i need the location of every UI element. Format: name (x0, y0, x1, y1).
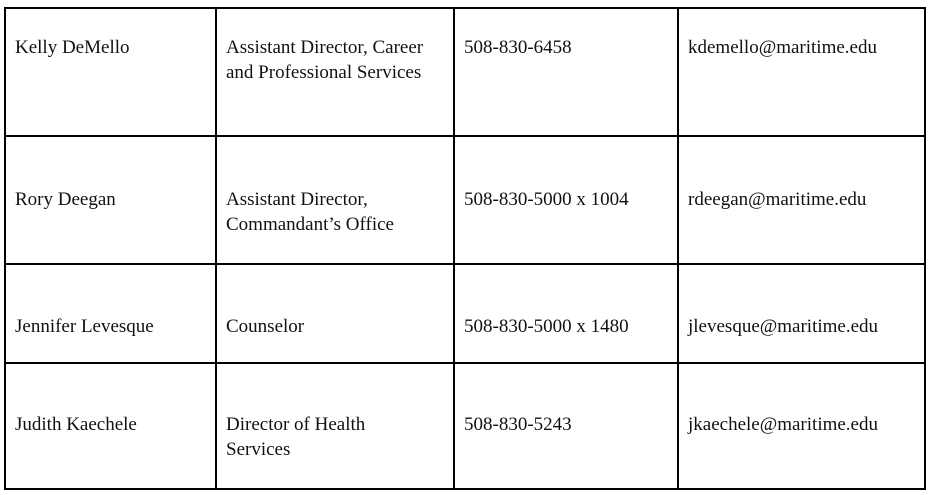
contact-name: Rory Deegan (15, 189, 116, 210)
contact-email: kdemello@maritime.edu (688, 37, 877, 58)
title-cell (216, 8, 454, 136)
contact-email: rdeegan@maritime.edu (688, 189, 867, 210)
name-cell (5, 363, 216, 489)
contact-title: Counselor (226, 316, 305, 337)
email-cell (678, 363, 925, 489)
name-cell (5, 8, 216, 136)
email-cell (678, 136, 925, 264)
email-cell (678, 8, 925, 136)
table-row (5, 136, 925, 264)
phone-cell (454, 136, 678, 264)
table-row (5, 264, 925, 363)
contact-email: jkaechele@maritime.edu (688, 414, 878, 435)
table-row (5, 363, 925, 489)
contact-phone: 508-830-5243 (464, 414, 572, 435)
contact-phone: 508-830-5000 x 1480 (464, 316, 629, 337)
contact-email: jlevesque@maritime.edu (688, 316, 879, 337)
contact-name: Judith Kaechele (15, 414, 137, 435)
phone-cell (454, 8, 678, 136)
title-cell (216, 264, 454, 363)
name-cell (5, 136, 216, 264)
contact-phone: 508-830-6458 (464, 37, 572, 58)
email-cell (678, 264, 925, 363)
title-cell (216, 363, 454, 489)
contact-title: Director of Health Services (226, 414, 366, 460)
contact-title: Assistant Director, Commandant’s Office (226, 189, 394, 235)
title-cell (216, 136, 454, 264)
contacts-table (4, 7, 926, 490)
table-row (5, 8, 925, 136)
name-cell (5, 264, 216, 363)
phone-cell (454, 264, 678, 363)
contact-name: Jennifer Levesque (15, 316, 154, 337)
contact-name: Kelly DeMello (15, 37, 130, 58)
contact-title: Assistant Director, Career and Professional Services (226, 37, 424, 83)
phone-cell (454, 363, 678, 489)
contact-phone: 508-830-5000 x 1004 (464, 189, 629, 210)
